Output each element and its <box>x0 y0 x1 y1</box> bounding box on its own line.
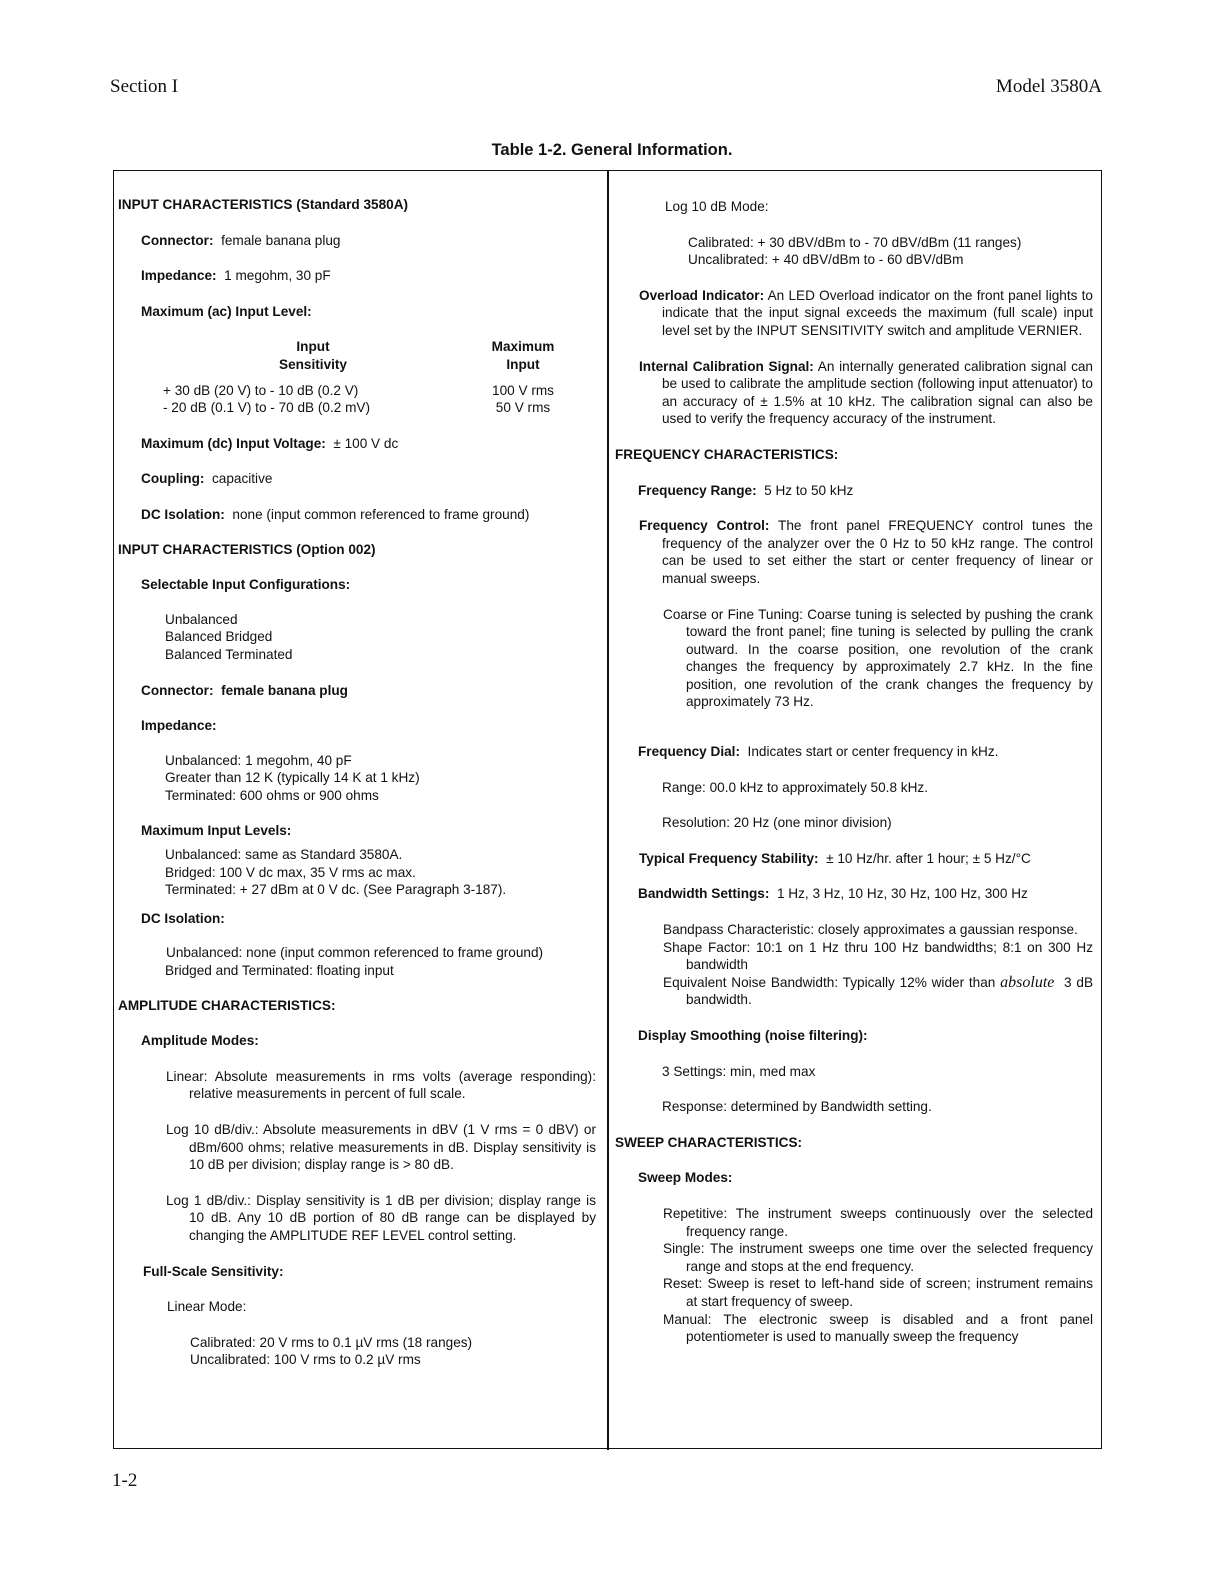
freq-range-spec <box>615 482 1093 500</box>
opt-dc-iso-bridged: Bridged and Terminated: floating input <box>165 963 394 979</box>
max-levels-values <box>118 846 596 899</box>
sens-header-1b: Sensitivity <box>279 356 347 372</box>
dial-spec <box>615 743 1093 761</box>
amp-modes-label-text: Amplitude Modes: <box>141 1033 259 1049</box>
amp-log1: Log 1 dB/div.: Display sensitivity is 1 dB per division; display range is 10 dB. Any 10 dB portion of 80 dB range can be displayed by changing the AMPLITUDE REF LEVEL control setting. <box>166 1192 596 1243</box>
opt-impedance-line: Greater than 12 K (typically 14 K at 1 kHz) <box>165 770 420 786</box>
sweep-modes-label-text: Sweep Modes: <box>638 1170 733 1186</box>
freq-range-value: 5 Hz to 50 kHz <box>764 482 854 498</box>
tuning-text: Coarse or Fine Tuning: Coarse tuning is selected by pushing the crank toward the front panel; fine tuning is selected by pulling the crank outward. In the coarse position, one revolution of the crank changes the frequency by approximately 2.7 kHz. In the fine position, one revolution of the crank changes the frequency by approximately 73 Hz. <box>663 606 1093 710</box>
impedance-value: 1 megohm, 30 pF <box>224 268 331 284</box>
sens-row-2-max: 50 V rms <box>495 400 551 416</box>
max-levels-label-text: Maximum Input Levels: <box>141 823 292 839</box>
config-item: Balanced Bridged <box>165 629 273 645</box>
enb-tail: 3 dB bandwidth. <box>686 974 1094 1008</box>
page-number: 1-2 <box>112 1470 138 1491</box>
opt-connector-value: female banana plug <box>221 682 348 698</box>
opt-connector-label: Connector: <box>141 682 214 698</box>
coupling-label: Coupling: <box>141 471 205 487</box>
amp-log10: Log 10 dB/div.: Absolute measurements in dBV (1 V rms = 0 dBV) or dBm/600 ohms; relative measurements in dB. Display sensitivity is 10 dB per division; display range is > 80 dB. <box>166 1122 596 1173</box>
connector-spec <box>118 232 596 250</box>
max-ac-label-text: Maximum (ac) Input Level: <box>141 303 312 319</box>
log10-calibrated: Calibrated: + 30 dBV/dBm to - 70 dBV/dBm (11 ranges) <box>688 234 1022 250</box>
cal-text: An internally generated calibration signal can be used to calibrate the amplitude section (following input attenuator) to an accuracy of ± 1.5% at 10 kHz. The calibration signal can also be used to verify the frequency accuracy of the instrument. <box>662 358 1093 427</box>
fullscale-label <box>118 1263 596 1281</box>
selectable-label-text: Selectable Input Configurations: <box>141 577 351 593</box>
smoothing-response: Response: determined by Bandwidth setting. <box>662 1099 932 1115</box>
freq-control-spec <box>615 517 1093 587</box>
sweep-repetitive: Repetitive: The instrument sweeps continuously over the selected frequency range. <box>663 1205 1093 1239</box>
opt-impedance-line: Unbalanced: 1 megohm, 40 pF <box>165 752 352 768</box>
linear-mode-values <box>118 1334 596 1369</box>
connector-label: Connector: <box>141 232 214 248</box>
amp-heading: AMPLITUDE CHARACTERISTICS: <box>118 997 336 1013</box>
table-title: Table 1-2. General Information. <box>491 141 733 159</box>
stability-label: Typical Frequency Stability: <box>639 850 819 866</box>
coupling-spec <box>118 470 596 488</box>
cal-spec <box>615 358 1093 428</box>
sens-row-1-sensitivity: + 30 dB (20 V) to - 10 dB (0.2 V) <box>163 382 359 398</box>
sens-row-1-max: 100 V rms <box>492 382 554 398</box>
overload-text: An LED Overload indicator on the front panel lights to indicate that the input signal exceeds the maximum (full scale) input level set by the INPUT SENSITIVITY switch and amplitude VERNIER. <box>662 287 1093 338</box>
max-level-line: Unbalanced: same as Standard 3580A. <box>165 847 403 863</box>
coupling-value: capacitive <box>211 471 273 487</box>
config-list <box>118 611 596 664</box>
config-item: Balanced Terminated <box>165 646 293 662</box>
dc-iso-value: none (input common referenced to frame ground) <box>232 506 530 522</box>
bw-label: Bandwidth Settings: <box>638 886 770 902</box>
right-column <box>615 198 1093 1346</box>
freq-range-label: Frequency Range: <box>638 482 757 498</box>
dial-label: Frequency Dial: <box>638 744 740 760</box>
section-header: Section I <box>110 76 179 97</box>
sens-row-2-sensitivity: - 20 dB (0.1 V) to - 70 dB (0.2 mV) <box>163 400 371 416</box>
cal-label: Internal Calibration Signal: <box>639 358 814 374</box>
max-level-line: Terminated: + 27 dBm at 0 V dc. (See Paragraph 3-187). <box>165 882 507 898</box>
fullscale-label-text: Full-Scale Sensitivity: <box>143 1263 284 1279</box>
overload-label: Overload Indicator: <box>639 287 765 303</box>
column-divider <box>607 170 609 1450</box>
dial-range: Range: 00.0 kHz to approximately 50.8 kHz. <box>662 779 928 795</box>
input-std-heading: INPUT CHARACTERISTICS (Standard 3580A) <box>118 197 409 212</box>
freq-control-label: Frequency Control: <box>639 518 770 534</box>
model-header: Model 3580A <box>995 76 1102 97</box>
sweep-heading: SWEEP CHARACTERISTICS: <box>615 1134 803 1150</box>
selectable-label <box>118 576 596 594</box>
linear-uncalibrated: Uncalibrated: 100 V rms to 0.2 µV rms <box>190 1352 421 1368</box>
enb-spec <box>615 974 1093 1009</box>
log10-mode-label: Log 10 dB Mode: <box>665 199 769 214</box>
enb-italic: absolute <box>1000 973 1055 991</box>
linear-mode-label: Linear Mode: <box>167 1299 247 1315</box>
max-dc-value: ± 100 V dc <box>333 435 399 451</box>
stability-spec <box>615 850 1093 868</box>
sweep-reset: Reset: Sweep is reset to left-hand side of screen; instrument remains at start frequency of sweep. <box>663 1276 1093 1309</box>
freq-control-text: The front panel FREQUENCY control tunes the frequency of the analyzer over the 0 Hz to 50 kHz range. The control can be used to set either the start or center frequency of linear or manual sweeps. <box>662 518 1093 586</box>
opt-impedance-label-text: Impedance: <box>141 718 217 734</box>
bw-value: 1 Hz, 3 Hz, 10 Hz, 30 Hz, 100 Hz, 300 Hz <box>776 886 1028 902</box>
bandpass-text: Bandpass Characteristic: closely approximates a gaussian response. <box>663 922 1078 938</box>
overload-spec <box>615 287 1093 340</box>
dc-iso-label: DC Isolation: <box>141 506 225 522</box>
connector-value: female banana plug <box>221 232 341 248</box>
log10-uncalibrated: Uncalibrated: + 40 dBV/dBm to - 60 dBV/dBm <box>688 252 964 268</box>
bw-spec <box>615 885 1093 903</box>
smoothing-label-text: Display Smoothing (noise filtering): <box>638 1028 868 1043</box>
input-opt-heading: INPUT CHARACTERISTICS (Option 002) <box>118 541 376 557</box>
freq-heading: FREQUENCY CHARACTERISTICS: <box>615 446 839 462</box>
opt-dc-iso-label-text: DC Isolation: <box>141 910 225 926</box>
max-level-line: Bridged: 100 V dc max, 35 V rms ac max. <box>165 864 416 880</box>
max-dc-spec <box>118 435 596 453</box>
dial-resolution: Resolution: 20 Hz (one minor division) <box>662 815 892 831</box>
stability-value: ± 10 Hz/hr. after 1 hour; ± 5 Hz/°C <box>826 850 1031 866</box>
opt-impedance-line: Terminated: 600 ohms or 900 ohms <box>165 787 379 803</box>
opt-impedance-values <box>118 752 596 805</box>
log10-mode-values <box>615 234 1093 269</box>
max-ac-label <box>118 303 596 321</box>
amp-modes-label <box>118 1032 596 1050</box>
amp-linear: Linear: Absolute measurements in rms volts (average responding): relative measurements in percent of full scale. <box>166 1068 596 1102</box>
sensitivity-table <box>118 338 596 416</box>
opt-dc-iso-label <box>118 910 596 928</box>
sens-header-2b: Input <box>506 356 540 372</box>
impedance-label: Impedance: <box>141 268 217 284</box>
left-column <box>118 196 596 1369</box>
smoothing-settings: 3 Settings: min, med max <box>662 1063 816 1079</box>
sweep-modes-label <box>615 1169 1093 1187</box>
sens-header-1a: Input <box>296 339 330 355</box>
opt-dc-iso-unbalanced: Unbalanced: none (input common referenced to frame ground) <box>166 945 544 961</box>
max-levels-label <box>118 822 596 840</box>
opt-impedance-label <box>118 717 596 735</box>
impedance-spec <box>118 267 596 285</box>
enb-text: Equivalent Noise Bandwidth: Typically 12% wider than <box>663 974 996 990</box>
sens-header-2a: Maximum <box>491 339 555 355</box>
sweep-manual: Manual: The electronic sweep is disabled and a front panel potentiometer is used to manually sweep the frequency <box>663 1311 1093 1345</box>
dc-iso-spec <box>118 506 596 524</box>
dial-text: Indicates start or center frequency in kHz. <box>747 744 999 760</box>
config-item: Unbalanced <box>165 611 238 627</box>
sweep-single: Single: The instrument sweeps one time over the selected frequency range and stops at the end frequency. <box>663 1241 1093 1274</box>
shape-text: Shape Factor: 10:1 on 1 Hz thru 100 Hz bandwidths; 8:1 on 300 Hz bandwidth <box>663 939 1093 973</box>
opt-connector-spec <box>118 682 596 700</box>
linear-calibrated: Calibrated: 20 V rms to 0.1 µV rms (18 ranges) <box>190 1334 473 1350</box>
smoothing-label <box>615 1027 1093 1045</box>
max-dc-label: Maximum (dc) Input Voltage: <box>141 435 326 451</box>
